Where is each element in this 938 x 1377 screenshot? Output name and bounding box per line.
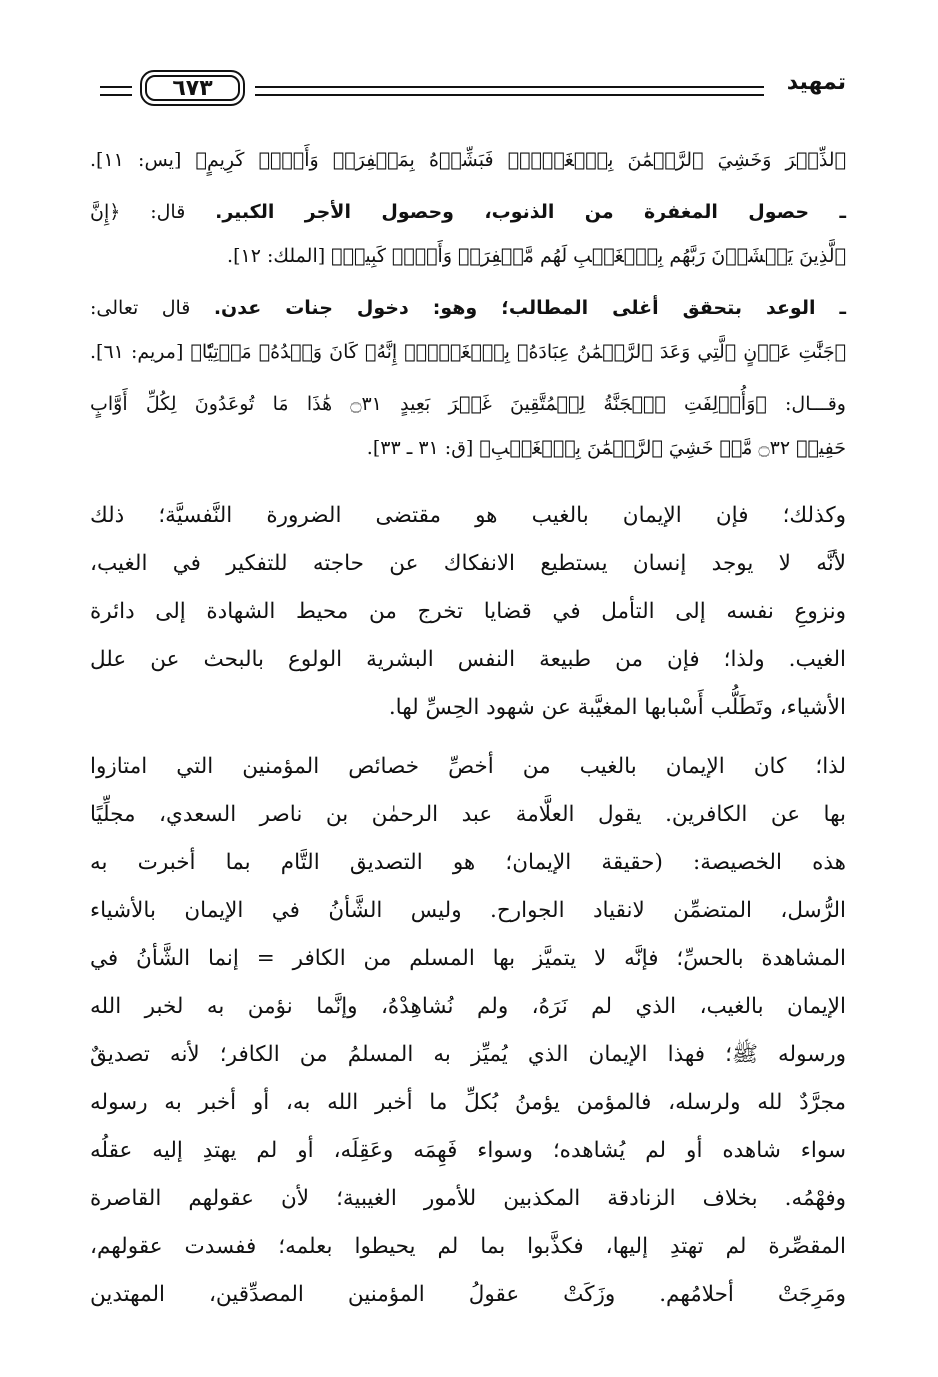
text-line: ٱلَّذِينَ يَخۡشَوۡنَ رَبَّهُم بِٱلۡغَيۡبِ لَهُم مَّغۡفِرَةٞ وَأَجۡرٞ كَبِيرٞ﴾ [الملك: ١٢]. bbox=[227, 245, 846, 267]
paragraph-line: ومَرِجَتْ أحلامُهم. وزَكَتْ عقولُ المؤمنين المصدِّقين، المهتدين bbox=[90, 1282, 846, 1307]
chapter-title: تمهيد bbox=[786, 70, 846, 95]
paragraph-line: مجرَّدٌ لله ولرسله، فالمؤمن يؤمنُ بُكلِّ ما أخبر الله به، أو أخبر به رسوله bbox=[90, 1090, 846, 1115]
paragraph-line: لذا؛ كان الإيمان بالغيب من أخصِّ خصائص المؤمنين التي امتازوا bbox=[90, 754, 846, 779]
bullet-heading: ـ الوعد بتحقق أغلى المطالب؛ وهو: دخول جنات عدن. bbox=[213, 297, 846, 319]
page-header bbox=[100, 68, 846, 112]
paragraph-line: هذه الخصيصة: (حقيقة الإيمان؛ هو التصديق التَّام بما أخبرت به bbox=[90, 850, 846, 875]
text-line: وقـــال: ﴿وَأُزۡلِفَتِ ٱلۡجَنَّةُ لِلۡمُتَّقِينَ غَيۡرَ بَعِيدٍ ۝٣١ هَٰذَا مَا تُوعَدُونَ لِكُلِّ أَوَّابٍ bbox=[90, 393, 846, 415]
text-line: حَفِيظٖ ۝٣٢ مَّنۡ خَشِيَ ٱلرَّحۡمَٰنَ بِٱلۡغَيۡبِ﴾ [ق: ٣١ ـ ٣٣]. bbox=[366, 437, 846, 459]
bullet-heading: ـ حصول المغفرة من الذنوب، وحصول الأجر الكبير. bbox=[215, 201, 847, 223]
quran-citations-section bbox=[90, 138, 846, 470]
paragraph-line: الغيب. ولذا؛ فإن من طبيعة النفس البشرية الولوع بالبحث عن علل bbox=[90, 647, 846, 672]
text-line: ﴿جَنَّٰتِ عَدۡنٍ ٱلَّتِي وَعَدَ ٱلرَّحۡمَٰنُ عِبَادَهُۥ بِٱلۡغَيۡبِۚ إِنَّهُۥ كَانَ وَعۡدُهُۥ مَأۡتِيّٗا﴾ [مريم: ٦١]. bbox=[90, 341, 846, 363]
paragraph-line: ورسوله ﷺ؛ فهذا الإيمان الذي يُميِّز به المسلمُ من الكافر؛ لأنه تصديقٌ bbox=[90, 1042, 846, 1067]
text-line: ـ الوعد بتحقق أغلى المطالب؛ وهو: دخول جنات عدن. قال تعالى: bbox=[90, 297, 846, 319]
paragraph-line: الأشياء، وتَطَلُّب أَسْبابها المغيَّبة عن شهود الحِسِّ لها. bbox=[388, 695, 846, 720]
main-text-section bbox=[90, 492, 846, 1319]
paragraph-line: ونزوعِ نفسه إلى التأمل في قضايا تخرج من محيط الشهادة إلى دائرة bbox=[90, 599, 846, 624]
paragraph-line: بها عن الكافرين. يقول العلَّامة عبد الرحمٰن بن ناصر السعدي، مجلِّيًا bbox=[90, 802, 846, 827]
paragraph-line: وكذلك؛ فإن الإيمان بالغيب هو مقتضى الضرورة النَّفسيَّة؛ ذلك bbox=[90, 503, 846, 528]
paragraph-line: المشاهدة بالحسِّ؛ فإنَّه لا يتميَّز بها المسلم من الكافر = إنما الشَّأنُ في bbox=[90, 946, 846, 971]
paragraph-line: المقصِّرة لم تهتدِ إليها، فكذَّبوا بما لم يحيطوا بعلمه؛ ففسدت عقولهم، bbox=[90, 1234, 846, 1259]
text-line: ـ حصول المغفرة من الذنوب، وحصول الأجر الكبير. قال: ﴿إِنَّ bbox=[90, 201, 847, 223]
paragraph-line: سواء شاهده أو لم يُشاهده؛ وسواء فَهِمَه وعَقِلَه، أو لم يهتدِ إليه عقلُه bbox=[90, 1138, 846, 1163]
page-number-frame bbox=[140, 70, 245, 106]
page-number: ٦٧٣ bbox=[145, 75, 240, 101]
paragraph-line: لأنَّه لا يوجد إنسان يستطيع الانفكاك عن حاجته للتفكير في الغيب، bbox=[90, 551, 846, 576]
paragraph-line: وفهْمُه. بخلاف الزنادقة المكذبين للأمور الغيبية؛ لأن عقولهم القاصرة bbox=[90, 1186, 846, 1211]
header-rule-right bbox=[255, 86, 764, 96]
paragraph-line: الرُّسل، المتضمِّن لانقياد الجوارح. وليس الشَّأنُ في الإيمان بالأشياء bbox=[90, 898, 846, 923]
header-rule-left bbox=[100, 86, 132, 96]
paragraph-line: الإيمان بالغيب، الذي لم نَرَهُ، ولم نُشاهِدْهُ، وإنَّما نؤمن به لخبر الله bbox=[90, 994, 846, 1019]
text-line: ٱلذِّكۡرَ وَخَشِيَ ٱلرَّحۡمَٰنَ بِٱلۡغَيۡبِۖ فَبَشِّرۡهُ بِمَغۡفِرَةٖ وَأَجۡرٖ كَرِيمٍ﴾ [يس: ١١]. bbox=[90, 149, 846, 171]
